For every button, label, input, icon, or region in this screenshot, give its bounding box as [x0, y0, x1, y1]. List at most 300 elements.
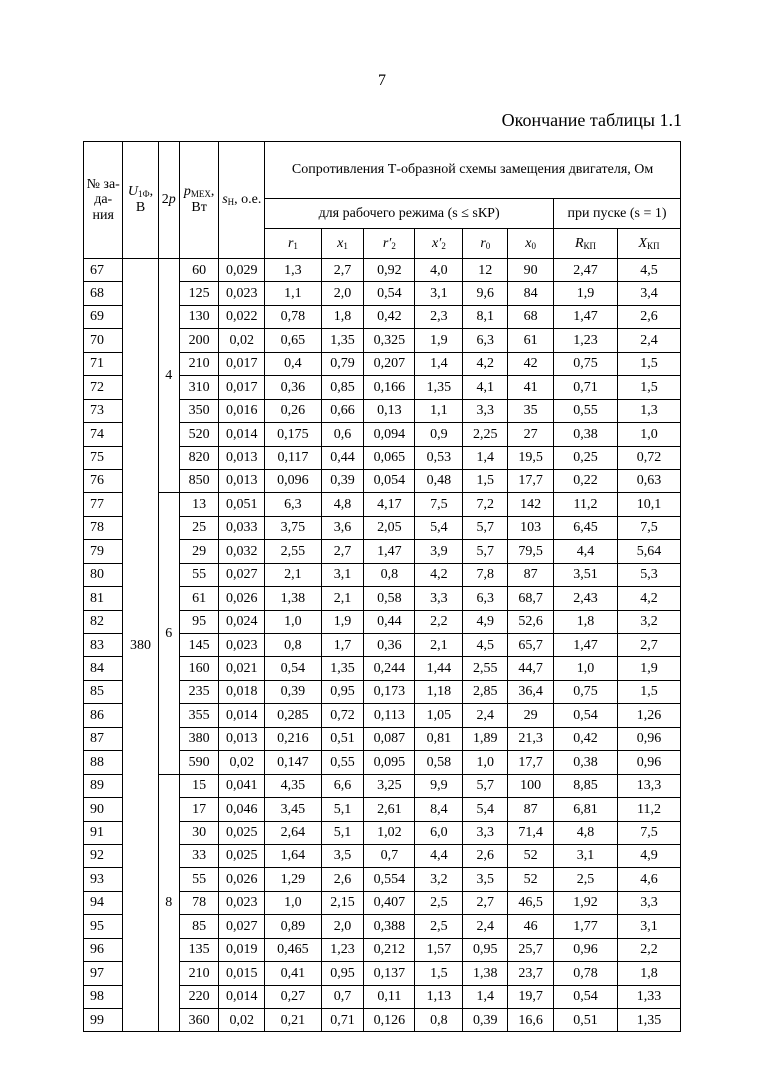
x-kp-cell: 1,5	[617, 680, 680, 703]
r-kp-cell: 4,4	[554, 540, 618, 563]
r2-prime-cell: 0,173	[364, 680, 415, 703]
header-x1: $x_1$	[321, 229, 364, 259]
nominal-slip-cell: 0,023	[219, 282, 265, 305]
x0-cell: 61	[508, 329, 554, 352]
r0-cell: 6,3	[463, 587, 508, 610]
mech-losses-cell: 820	[179, 446, 218, 469]
nominal-slip-cell: 0,02	[219, 1009, 265, 1032]
header-r0: $r_0$	[463, 229, 508, 259]
task-number: 69	[84, 305, 123, 328]
task-number: 96	[84, 938, 123, 961]
x1-cell: 1,8	[321, 305, 364, 328]
r2-prime-cell: 0,087	[364, 727, 415, 750]
mech-losses-cell: 25	[179, 516, 218, 539]
x2-prime-cell: 8,4	[415, 798, 463, 821]
task-number: 78	[84, 516, 123, 539]
r1-cell: 2,55	[265, 540, 321, 563]
r1-cell: 0,147	[265, 751, 321, 774]
x1-cell: 5,1	[321, 821, 364, 844]
x0-cell: 36,4	[508, 680, 554, 703]
task-number: 98	[84, 985, 123, 1008]
x0-cell: 71,4	[508, 821, 554, 844]
x1-cell: 0,7	[321, 985, 364, 1008]
x-kp-cell: 5,64	[617, 540, 680, 563]
nominal-slip-cell: 0,02	[219, 329, 265, 352]
nominal-slip-cell: 0,017	[219, 352, 265, 375]
r0-cell: 2,4	[463, 704, 508, 727]
r-kp-cell: 2,47	[554, 259, 618, 282]
r-kp-cell: 0,96	[554, 938, 618, 961]
task-number: 68	[84, 282, 123, 305]
mech-losses-cell: 60	[179, 259, 218, 282]
r-kp-cell: 6,81	[554, 798, 618, 821]
r-kp-cell: 6,45	[554, 516, 618, 539]
table-row	[84, 493, 681, 516]
mech-losses-cell: 78	[179, 891, 218, 914]
x2-prime-cell: 2,5	[415, 891, 463, 914]
x1-cell: 4,8	[321, 493, 364, 516]
task-number: 79	[84, 540, 123, 563]
x-kp-cell: 13,3	[617, 774, 680, 797]
r0-cell: 12	[463, 259, 508, 282]
task-number: 75	[84, 446, 123, 469]
x1-cell: 2,15	[321, 891, 364, 914]
x0-cell: 90	[508, 259, 554, 282]
nominal-slip-cell: 0,019	[219, 938, 265, 961]
x-kp-cell: 10,1	[617, 493, 680, 516]
x-kp-cell: 1,9	[617, 657, 680, 680]
r2-prime-cell: 1,02	[364, 821, 415, 844]
x-kp-cell: 1,0	[617, 423, 680, 446]
r-kp-cell: 0,38	[554, 751, 618, 774]
r0-cell: 6,3	[463, 329, 508, 352]
mech-losses-cell: 33	[179, 844, 218, 867]
r-kp-cell: 0,51	[554, 1009, 618, 1032]
voltage-cell: 380	[123, 259, 158, 1032]
r0-cell: 5,7	[463, 774, 508, 797]
mech-losses-cell: 85	[179, 915, 218, 938]
r-kp-cell: 0,22	[554, 469, 618, 492]
poles-cell: 4	[158, 259, 179, 493]
x2-prime-cell: 3,9	[415, 540, 463, 563]
mech-losses-cell: 520	[179, 423, 218, 446]
r1-cell: 0,216	[265, 727, 321, 750]
r2-prime-cell: 0,126	[364, 1009, 415, 1032]
r2-prime-cell: 0,065	[364, 446, 415, 469]
task-number: 85	[84, 680, 123, 703]
task-number: 70	[84, 329, 123, 352]
r2-prime-cell: 0,407	[364, 891, 415, 914]
task-number: 89	[84, 774, 123, 797]
r1-cell: 2,1	[265, 563, 321, 586]
nominal-slip-cell: 0,024	[219, 610, 265, 633]
r1-cell: 0,89	[265, 915, 321, 938]
poles-cell: 8	[158, 774, 179, 1032]
x0-cell: 79,5	[508, 540, 554, 563]
task-number: 77	[84, 493, 123, 516]
x0-cell: 87	[508, 798, 554, 821]
r2-prime-cell: 0,44	[364, 610, 415, 633]
r0-cell: 5,4	[463, 798, 508, 821]
r0-cell: 2,7	[463, 891, 508, 914]
x2-prime-cell: 1,1	[415, 399, 463, 422]
r1-cell: 1,38	[265, 587, 321, 610]
r1-cell: 0,096	[265, 469, 321, 492]
r1-cell: 0,117	[265, 446, 321, 469]
x2-prime-cell: 1,18	[415, 680, 463, 703]
page-number: 7	[378, 72, 386, 89]
mech-losses-cell: 145	[179, 634, 218, 657]
task-number: 84	[84, 657, 123, 680]
task-number: 92	[84, 844, 123, 867]
r1-cell: 0,285	[265, 704, 321, 727]
x0-cell: 87	[508, 563, 554, 586]
nominal-slip-cell: 0,027	[219, 563, 265, 586]
r2-prime-cell: 2,61	[364, 798, 415, 821]
x-kp-cell: 7,5	[617, 821, 680, 844]
mech-losses-cell: 210	[179, 962, 218, 985]
x1-cell: 0,39	[321, 469, 364, 492]
mech-losses-cell: 130	[179, 305, 218, 328]
mech-losses-cell: 13	[179, 493, 218, 516]
r-kp-cell: 0,55	[554, 399, 618, 422]
r0-cell: 4,1	[463, 376, 508, 399]
x1-cell: 2,0	[321, 915, 364, 938]
mech-losses-cell: 380	[179, 727, 218, 750]
x1-cell: 1,23	[321, 938, 364, 961]
r0-cell: 3,3	[463, 399, 508, 422]
x2-prime-cell: 3,3	[415, 587, 463, 610]
table-row	[84, 259, 681, 282]
r1-cell: 0,8	[265, 634, 321, 657]
x-kp-cell: 11,2	[617, 798, 680, 821]
x0-cell: 35	[508, 399, 554, 422]
x-kp-cell: 5,3	[617, 563, 680, 586]
nominal-slip-cell: 0,017	[219, 376, 265, 399]
x1-cell: 0,66	[321, 399, 364, 422]
r2-prime-cell: 0,388	[364, 915, 415, 938]
mech-losses-cell: 30	[179, 821, 218, 844]
r0-cell: 4,2	[463, 352, 508, 375]
r2-prime-cell: 0,212	[364, 938, 415, 961]
x0-cell: 46	[508, 915, 554, 938]
x-kp-cell: 2,4	[617, 329, 680, 352]
r-kp-cell: 0,54	[554, 704, 618, 727]
mech-losses-cell: 235	[179, 680, 218, 703]
task-number: 90	[84, 798, 123, 821]
task-number: 81	[84, 587, 123, 610]
r-kp-cell: 8,85	[554, 774, 618, 797]
r1-cell: 3,45	[265, 798, 321, 821]
nominal-slip-cell: 0,026	[219, 587, 265, 610]
x0-cell: 17,7	[508, 469, 554, 492]
r0-cell: 1,5	[463, 469, 508, 492]
x2-prime-cell: 4,0	[415, 259, 463, 282]
x1-cell: 3,6	[321, 516, 364, 539]
x0-cell: 65,7	[508, 634, 554, 657]
x1-cell: 0,95	[321, 962, 364, 985]
nominal-slip-cell: 0,013	[219, 469, 265, 492]
r-kp-cell: 1,8	[554, 610, 618, 633]
x0-cell: 19,7	[508, 985, 554, 1008]
header-voltage: $U_{1Ф}$, В	[123, 142, 158, 259]
x1-cell: 0,6	[321, 423, 364, 446]
r0-cell: 1,4	[463, 446, 508, 469]
task-number: 71	[84, 352, 123, 375]
mech-losses-cell: 95	[179, 610, 218, 633]
mech-losses-cell: 210	[179, 352, 218, 375]
x-kp-cell: 1,5	[617, 376, 680, 399]
r-kp-cell: 2,5	[554, 868, 618, 891]
r-kp-cell: 3,1	[554, 844, 618, 867]
x-kp-cell: 0,63	[617, 469, 680, 492]
x2-prime-cell: 2,3	[415, 305, 463, 328]
x-kp-cell: 2,2	[617, 938, 680, 961]
x1-cell: 2,7	[321, 540, 364, 563]
r-kp-cell: 1,9	[554, 282, 618, 305]
x2-prime-cell: 1,9	[415, 329, 463, 352]
x1-cell: 3,5	[321, 844, 364, 867]
x0-cell: 68	[508, 305, 554, 328]
header-r-kp: $R_{КП}$	[554, 229, 618, 259]
r0-cell: 3,3	[463, 821, 508, 844]
mech-losses-cell: 160	[179, 657, 218, 680]
x2-prime-cell: 2,1	[415, 634, 463, 657]
r-kp-cell: 0,75	[554, 680, 618, 703]
nominal-slip-cell: 0,026	[219, 868, 265, 891]
header-x-kp: $X_{КП}$	[617, 229, 680, 259]
x0-cell: 100	[508, 774, 554, 797]
r-kp-cell: 11,2	[554, 493, 618, 516]
nominal-slip-cell: 0,021	[219, 657, 265, 680]
r2-prime-cell: 2,05	[364, 516, 415, 539]
x-kp-cell: 4,5	[617, 259, 680, 282]
task-number: 72	[84, 376, 123, 399]
x-kp-cell: 2,7	[617, 634, 680, 657]
x1-cell: 1,7	[321, 634, 364, 657]
task-number: 99	[84, 1009, 123, 1032]
r1-cell: 0,4	[265, 352, 321, 375]
r0-cell: 5,7	[463, 540, 508, 563]
r-kp-cell: 1,0	[554, 657, 618, 680]
x0-cell: 17,7	[508, 751, 554, 774]
nominal-slip-cell: 0,041	[219, 774, 265, 797]
r2-prime-cell: 0,325	[364, 329, 415, 352]
x2-prime-cell: 1,44	[415, 657, 463, 680]
task-number: 95	[84, 915, 123, 938]
x-kp-cell: 4,2	[617, 587, 680, 610]
mech-losses-cell: 17	[179, 798, 218, 821]
x2-prime-cell: 1,4	[415, 352, 463, 375]
task-number: 91	[84, 821, 123, 844]
r2-prime-cell: 0,54	[364, 282, 415, 305]
x-kp-cell: 0,72	[617, 446, 680, 469]
r1-cell: 0,36	[265, 376, 321, 399]
x0-cell: 27	[508, 423, 554, 446]
x2-prime-cell: 9,9	[415, 774, 463, 797]
r2-prime-cell: 0,095	[364, 751, 415, 774]
r2-prime-cell: 0,207	[364, 352, 415, 375]
r0-cell: 2,85	[463, 680, 508, 703]
r0-cell: 3,5	[463, 868, 508, 891]
r-kp-cell: 0,38	[554, 423, 618, 446]
x2-prime-cell: 2,2	[415, 610, 463, 633]
r1-cell: 1,3	[265, 259, 321, 282]
x1-cell: 0,44	[321, 446, 364, 469]
r1-cell: 0,27	[265, 985, 321, 1008]
r-kp-cell: 0,78	[554, 962, 618, 985]
x-kp-cell: 0,96	[617, 751, 680, 774]
mech-losses-cell: 125	[179, 282, 218, 305]
x1-cell: 1,35	[321, 657, 364, 680]
x1-cell: 0,79	[321, 352, 364, 375]
r2-prime-cell: 0,7	[364, 844, 415, 867]
r-kp-cell: 0,54	[554, 985, 618, 1008]
r0-cell: 1,38	[463, 962, 508, 985]
nominal-slip-cell: 0,023	[219, 891, 265, 914]
r0-cell: 1,89	[463, 727, 508, 750]
nominal-slip-cell: 0,032	[219, 540, 265, 563]
x-kp-cell: 3,4	[617, 282, 680, 305]
x-kp-cell: 3,3	[617, 891, 680, 914]
mech-losses-cell: 220	[179, 985, 218, 1008]
mech-losses-cell: 15	[179, 774, 218, 797]
x-kp-cell: 4,9	[617, 844, 680, 867]
header-x2-prime: $x'_2$	[415, 229, 463, 259]
x0-cell: 68,7	[508, 587, 554, 610]
r0-cell: 9,6	[463, 282, 508, 305]
mech-losses-cell: 55	[179, 868, 218, 891]
x2-prime-cell: 0,9	[415, 423, 463, 446]
x0-cell: 41	[508, 376, 554, 399]
x1-cell: 1,9	[321, 610, 364, 633]
task-number: 76	[84, 469, 123, 492]
task-number: 93	[84, 868, 123, 891]
task-number: 82	[84, 610, 123, 633]
x1-cell: 2,0	[321, 282, 364, 305]
x0-cell: 44,7	[508, 657, 554, 680]
r-kp-cell: 1,47	[554, 634, 618, 657]
mech-losses-cell: 850	[179, 469, 218, 492]
r-kp-cell: 3,51	[554, 563, 618, 586]
x-kp-cell: 2,6	[617, 305, 680, 328]
r2-prime-cell: 0,054	[364, 469, 415, 492]
nominal-slip-cell: 0,023	[219, 634, 265, 657]
r1-cell: 0,465	[265, 938, 321, 961]
x0-cell: 142	[508, 493, 554, 516]
x2-prime-cell: 4,4	[415, 844, 463, 867]
r2-prime-cell: 0,113	[364, 704, 415, 727]
header-x0: $x_0$	[508, 229, 554, 259]
x1-cell: 0,72	[321, 704, 364, 727]
x2-prime-cell: 1,5	[415, 962, 463, 985]
r-kp-cell: 1,47	[554, 305, 618, 328]
x2-prime-cell: 6,0	[415, 821, 463, 844]
r0-cell: 0,39	[463, 1009, 508, 1032]
x0-cell: 42	[508, 352, 554, 375]
nominal-slip-cell: 0,029	[219, 259, 265, 282]
r-kp-cell: 1,77	[554, 915, 618, 938]
x2-prime-cell: 1,57	[415, 938, 463, 961]
mech-losses-cell: 310	[179, 376, 218, 399]
r1-cell: 0,175	[265, 423, 321, 446]
x1-cell: 6,6	[321, 774, 364, 797]
x0-cell: 52,6	[508, 610, 554, 633]
nominal-slip-cell: 0,018	[219, 680, 265, 703]
r2-prime-cell: 1,47	[364, 540, 415, 563]
x0-cell: 29	[508, 704, 554, 727]
x-kp-cell: 3,2	[617, 610, 680, 633]
x2-prime-cell: 0,48	[415, 469, 463, 492]
r1-cell: 2,64	[265, 821, 321, 844]
r-kp-cell: 0,42	[554, 727, 618, 750]
r1-cell: 3,75	[265, 516, 321, 539]
mech-losses-cell: 350	[179, 399, 218, 422]
x2-prime-cell: 5,4	[415, 516, 463, 539]
x0-cell: 46,5	[508, 891, 554, 914]
nominal-slip-cell: 0,016	[219, 399, 265, 422]
task-number: 73	[84, 399, 123, 422]
x1-cell: 2,7	[321, 259, 364, 282]
nominal-slip-cell: 0,015	[219, 962, 265, 985]
mech-losses-cell: 55	[179, 563, 218, 586]
x1-cell: 2,1	[321, 587, 364, 610]
nominal-slip-cell: 0,051	[219, 493, 265, 516]
task-number: 74	[84, 423, 123, 446]
nominal-slip-cell: 0,014	[219, 985, 265, 1008]
parameters-table	[83, 141, 681, 1032]
r0-cell: 2,25	[463, 423, 508, 446]
r0-cell: 0,95	[463, 938, 508, 961]
header-task-number: № за-да-ния	[84, 142, 123, 259]
r-kp-cell: 2,43	[554, 587, 618, 610]
r0-cell: 2,55	[463, 657, 508, 680]
r0-cell: 7,8	[463, 563, 508, 586]
x0-cell: 23,7	[508, 962, 554, 985]
header-work-mode: для рабочего режима (s ≤ sКР)	[265, 199, 554, 229]
r2-prime-cell: 4,17	[364, 493, 415, 516]
r1-cell: 0,65	[265, 329, 321, 352]
task-number: 80	[84, 563, 123, 586]
poles-cell: 6	[158, 493, 179, 774]
x0-cell: 52	[508, 868, 554, 891]
r2-prime-cell: 0,166	[364, 376, 415, 399]
r0-cell: 2,4	[463, 915, 508, 938]
x2-prime-cell: 0,53	[415, 446, 463, 469]
x2-prime-cell: 4,2	[415, 563, 463, 586]
r-kp-cell: 4,8	[554, 821, 618, 844]
r1-cell: 1,29	[265, 868, 321, 891]
mech-losses-cell: 590	[179, 751, 218, 774]
r2-prime-cell: 3,25	[364, 774, 415, 797]
x-kp-cell: 1,5	[617, 352, 680, 375]
r1-cell: 0,41	[265, 962, 321, 985]
x1-cell: 0,51	[321, 727, 364, 750]
nominal-slip-cell: 0,022	[219, 305, 265, 328]
x0-cell: 84	[508, 282, 554, 305]
nominal-slip-cell: 0,02	[219, 751, 265, 774]
x2-prime-cell: 0,81	[415, 727, 463, 750]
r1-cell: 0,21	[265, 1009, 321, 1032]
x0-cell: 103	[508, 516, 554, 539]
r1-cell: 4,35	[265, 774, 321, 797]
r0-cell: 1,0	[463, 751, 508, 774]
x-kp-cell: 4,6	[617, 868, 680, 891]
task-number: 67	[84, 259, 123, 282]
x1-cell: 1,35	[321, 329, 364, 352]
r2-prime-cell: 0,13	[364, 399, 415, 422]
x-kp-cell: 3,1	[617, 915, 680, 938]
